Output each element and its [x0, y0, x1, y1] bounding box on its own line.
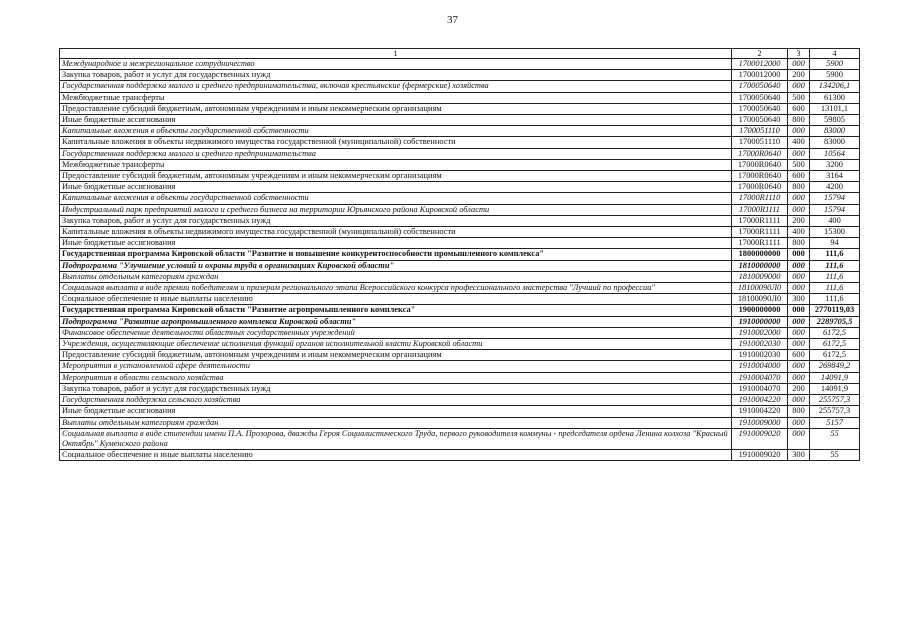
- row-code-cell: 1900000000: [732, 305, 788, 316]
- row-code-cell: 1910009000: [732, 417, 788, 428]
- row-sum-cell: 111,6: [810, 271, 860, 282]
- row-code-cell: 17000R1111: [732, 215, 788, 226]
- row-type-cell: 200: [788, 215, 810, 226]
- row-type-cell: 000: [788, 271, 810, 282]
- row-type-cell: 000: [788, 204, 810, 215]
- table-body: [60, 59, 860, 461]
- table-row: [60, 316, 860, 327]
- row-sum-cell: 13101,1: [810, 103, 860, 114]
- table-row: [60, 148, 860, 159]
- row-code-cell: 18100090Л0: [732, 294, 788, 305]
- row-type-cell: 000: [788, 305, 810, 316]
- row-type-cell: 600: [788, 103, 810, 114]
- row-code-cell: 1700050640: [732, 103, 788, 114]
- row-name-cell: Предоставление субсидий бюджетным, автономным учреждениям и иным некоммерческим организациям: [60, 171, 732, 182]
- row-code-cell: 1700050640: [732, 81, 788, 92]
- row-code-cell: 1910002030: [732, 350, 788, 361]
- row-code-cell: 1910004220: [732, 406, 788, 417]
- row-sum-cell: 111,6: [810, 249, 860, 260]
- table-row: [60, 406, 860, 417]
- row-code-cell: 1810000000: [732, 260, 788, 271]
- row-type-cell: 400: [788, 227, 810, 238]
- row-name-cell: Социальное обеспечение и иные выплаты населению: [60, 294, 732, 305]
- row-sum-cell: 4200: [810, 182, 860, 193]
- row-code-cell: 1800000000: [732, 249, 788, 260]
- table-row: [60, 305, 860, 316]
- row-code-cell: 1700051110: [732, 137, 788, 148]
- row-type-cell: 000: [788, 339, 810, 350]
- row-sum-cell: 15300: [810, 227, 860, 238]
- row-sum-cell: 55: [810, 450, 860, 461]
- table-row: [60, 428, 860, 449]
- row-name-cell: Подпрограмма "Улучшение условий и охраны труда в организациях Кировской области": [60, 260, 732, 271]
- table-row: [60, 260, 860, 271]
- column-number-3: 3: [788, 49, 810, 59]
- row-code-cell: 1700051110: [732, 126, 788, 137]
- table-row: [60, 215, 860, 226]
- row-name-cell: Капитальные вложения в объекты государственной собственности: [60, 193, 732, 204]
- table-row: [60, 350, 860, 361]
- row-name-cell: Выплаты отдельным категориям граждан: [60, 271, 732, 282]
- row-type-cell: 200: [788, 383, 810, 394]
- row-name-cell: Выплаты отдельным категориям граждан: [60, 417, 732, 428]
- page-number: 37: [447, 14, 458, 26]
- row-name-cell: Капитальные вложения в объекты государственной собственности: [60, 126, 732, 137]
- row-sum-cell: 134206,1: [810, 81, 860, 92]
- row-code-cell: 17000R0640: [732, 171, 788, 182]
- row-type-cell: 000: [788, 193, 810, 204]
- row-name-cell: Иные бюджетные ассигнования: [60, 115, 732, 126]
- table-row: [60, 249, 860, 260]
- row-type-cell: 000: [788, 59, 810, 70]
- table-row: [60, 70, 860, 81]
- row-code-cell: 1810009000: [732, 271, 788, 282]
- row-code-cell: 1910002000: [732, 327, 788, 338]
- row-sum-cell: 6172,5: [810, 350, 860, 361]
- row-type-cell: 000: [788, 395, 810, 406]
- row-type-cell: 800: [788, 182, 810, 193]
- table-row: [60, 137, 860, 148]
- row-sum-cell: 2770119,03: [810, 305, 860, 316]
- row-sum-cell: 6172,5: [810, 327, 860, 338]
- table-row: [60, 294, 860, 305]
- row-name-cell: Индустриальный парк предприятий малого и среднего бизнеса на территории Юрьянского района Кировской области: [60, 204, 732, 215]
- row-sum-cell: 5900: [810, 70, 860, 81]
- table-row: [60, 227, 860, 238]
- row-sum-cell: 2289705,5: [810, 316, 860, 327]
- row-code-cell: 1910002030: [732, 339, 788, 350]
- row-code-cell: 1700012000: [732, 59, 788, 70]
- row-sum-cell: 6172,5: [810, 339, 860, 350]
- row-name-cell: Мероприятия в области сельского хозяйства: [60, 372, 732, 383]
- row-sum-cell: 83000: [810, 126, 860, 137]
- budget-table: [59, 48, 860, 461]
- row-type-cell: 300: [788, 450, 810, 461]
- row-name-cell: Иные бюджетные ассигнования: [60, 182, 732, 193]
- row-code-cell: 1910004000: [732, 361, 788, 372]
- row-sum-cell: 15794: [810, 204, 860, 215]
- row-sum-cell: 14091,9: [810, 372, 860, 383]
- row-type-cell: 400: [788, 137, 810, 148]
- row-type-cell: 000: [788, 361, 810, 372]
- table-row: [60, 361, 860, 372]
- row-sum-cell: 255757,3: [810, 406, 860, 417]
- row-sum-cell: 3200: [810, 159, 860, 170]
- row-name-cell: Государственная программа Кировской области "Развитие и повышение конкурентоспособности промышленного комплекса": [60, 249, 732, 260]
- row-name-cell: Закупка товаров, работ и услуг для государственных нужд: [60, 383, 732, 394]
- row-type-cell: 600: [788, 350, 810, 361]
- row-sum-cell: 255757,3: [810, 395, 860, 406]
- table-row: [60, 417, 860, 428]
- table-row: [60, 81, 860, 92]
- row-type-cell: 500: [788, 159, 810, 170]
- row-type-cell: 000: [788, 372, 810, 383]
- row-type-cell: 000: [788, 316, 810, 327]
- row-type-cell: 000: [788, 283, 810, 294]
- row-type-cell: 000: [788, 260, 810, 271]
- row-name-cell: Закупка товаров, работ и услуг для государственных нужд: [60, 215, 732, 226]
- column-number-1: 1: [60, 49, 732, 59]
- row-type-cell: 000: [788, 148, 810, 159]
- table-row: [60, 383, 860, 394]
- table-row: [60, 204, 860, 215]
- row-sum-cell: 14091,9: [810, 383, 860, 394]
- row-code-cell: 17000R0640: [732, 182, 788, 193]
- row-type-cell: 600: [788, 171, 810, 182]
- table-row: [60, 238, 860, 249]
- table-row: [60, 171, 860, 182]
- row-code-cell: 1910004220: [732, 395, 788, 406]
- table-row: [60, 103, 860, 114]
- row-sum-cell: 15794: [810, 193, 860, 204]
- row-code-cell: 1700050640: [732, 115, 788, 126]
- column-number-2: 2: [732, 49, 788, 59]
- row-name-cell: Иные бюджетные ассигнования: [60, 238, 732, 249]
- row-type-cell: 000: [788, 126, 810, 137]
- row-sum-cell: 83000: [810, 137, 860, 148]
- table-row: [60, 159, 860, 170]
- table-row: [60, 59, 860, 70]
- row-sum-cell: 59805: [810, 115, 860, 126]
- row-sum-cell: 55: [810, 428, 860, 449]
- row-type-cell: 000: [788, 428, 810, 449]
- row-sum-cell: 111,6: [810, 294, 860, 305]
- row-name-cell: Международное и межрегиональное сотрудничество: [60, 59, 732, 70]
- row-type-cell: 300: [788, 294, 810, 305]
- row-type-cell: 500: [788, 92, 810, 103]
- row-type-cell: 000: [788, 81, 810, 92]
- table-row: [60, 182, 860, 193]
- row-name-cell: Государственная программа Кировской области "Развитие агропромышленного комплекса": [60, 305, 732, 316]
- row-sum-cell: 61300: [810, 92, 860, 103]
- table-header-row: [60, 49, 860, 59]
- table-row: [60, 115, 860, 126]
- row-code-cell: 17000R1110: [732, 193, 788, 204]
- row-sum-cell: 111,6: [810, 283, 860, 294]
- row-name-cell: Государственная поддержка малого и среднего предпринимательства: [60, 148, 732, 159]
- row-type-cell: 000: [788, 249, 810, 260]
- row-sum-cell: 269849,2: [810, 361, 860, 372]
- table-row: [60, 283, 860, 294]
- table-row: [60, 92, 860, 103]
- row-code-cell: 1910009020: [732, 428, 788, 449]
- row-code-cell: 1910009020: [732, 450, 788, 461]
- row-name-cell: Социальная выплата в виде премии победителям и призерам регионального этапа Всероссийского конкурса профессионального мастерства "Лучший по профессии": [60, 283, 732, 294]
- row-code-cell: 1700050640: [732, 92, 788, 103]
- row-name-cell: Капитальные вложения в объекты недвижимого имущества государственной (муниципальной) собственности: [60, 227, 732, 238]
- table-row: [60, 395, 860, 406]
- row-type-cell: 000: [788, 417, 810, 428]
- row-name-cell: Межбюджетные трансферты: [60, 92, 732, 103]
- row-code-cell: 17000R1111: [732, 227, 788, 238]
- row-sum-cell: 5900: [810, 59, 860, 70]
- row-code-cell: 17000R1111: [732, 204, 788, 215]
- row-type-cell: 200: [788, 70, 810, 81]
- row-type-cell: 000: [788, 327, 810, 338]
- row-name-cell: Иные бюджетные ассигнования: [60, 406, 732, 417]
- row-type-cell: 800: [788, 238, 810, 249]
- row-code-cell: 1910004070: [732, 372, 788, 383]
- row-name-cell: Финансовое обеспечение деятельности областных государственных учреждений: [60, 327, 732, 338]
- row-code-cell: 18100090Л0: [732, 283, 788, 294]
- row-sum-cell: 400: [810, 215, 860, 226]
- row-code-cell: 1700012000: [732, 70, 788, 81]
- row-code-cell: 17000R0640: [732, 159, 788, 170]
- row-code-cell: 1910004070: [732, 383, 788, 394]
- row-name-cell: Предоставление субсидий бюджетным, автономным учреждениям и иным некоммерческим организациям: [60, 103, 732, 114]
- row-name-cell: Государственная поддержка малого и среднего предпринимательства, включая крестьянские (фермерские) хозяйства: [60, 81, 732, 92]
- row-name-cell: Учреждения, осуществляющие обеспечение исполнения функций органов исполнительной власти Кировской области: [60, 339, 732, 350]
- row-code-cell: 17000R1111: [732, 238, 788, 249]
- row-code-cell: 17000R0640: [732, 148, 788, 159]
- row-sum-cell: 3164: [810, 171, 860, 182]
- row-code-cell: 1910000000: [732, 316, 788, 327]
- table-row: [60, 339, 860, 350]
- row-name-cell: Межбюджетные трансферты: [60, 159, 732, 170]
- row-name-cell: Социальное обеспечение и иные выплаты населению: [60, 450, 732, 461]
- row-sum-cell: 10564: [810, 148, 860, 159]
- row-name-cell: Подпрограмма "Развитие агропромышленного комплекса Кировской области": [60, 316, 732, 327]
- table-row: [60, 450, 860, 461]
- row-name-cell: Социальная выплата в виде стипендии имени П.А. Прозорова, дважды Героя Социалистического Труда, первого руководителя коммуны - председателя ордена Ленина колхоза "Красный Октябрь" Куменского района: [60, 428, 732, 449]
- table-row: [60, 271, 860, 282]
- row-sum-cell: 5157: [810, 417, 860, 428]
- table-row: [60, 327, 860, 338]
- row-name-cell: Капитальные вложения в объекты недвижимого имущества государственной (муниципальной) собственности: [60, 137, 732, 148]
- table-row: [60, 193, 860, 204]
- table-row: [60, 372, 860, 383]
- row-name-cell: Государственная поддержка сельского хозяйства: [60, 395, 732, 406]
- row-name-cell: Мероприятия в установленной сфере деятельности: [60, 361, 732, 372]
- column-number-4: 4: [810, 49, 860, 59]
- row-sum-cell: 111,6: [810, 260, 860, 271]
- row-sum-cell: 94: [810, 238, 860, 249]
- row-type-cell: 800: [788, 406, 810, 417]
- row-name-cell: Закупка товаров, работ и услуг для государственных нужд: [60, 70, 732, 81]
- row-name-cell: Предоставление субсидий бюджетным, автономным учреждениям и иным некоммерческим организациям: [60, 350, 732, 361]
- table-row: [60, 126, 860, 137]
- row-type-cell: 800: [788, 115, 810, 126]
